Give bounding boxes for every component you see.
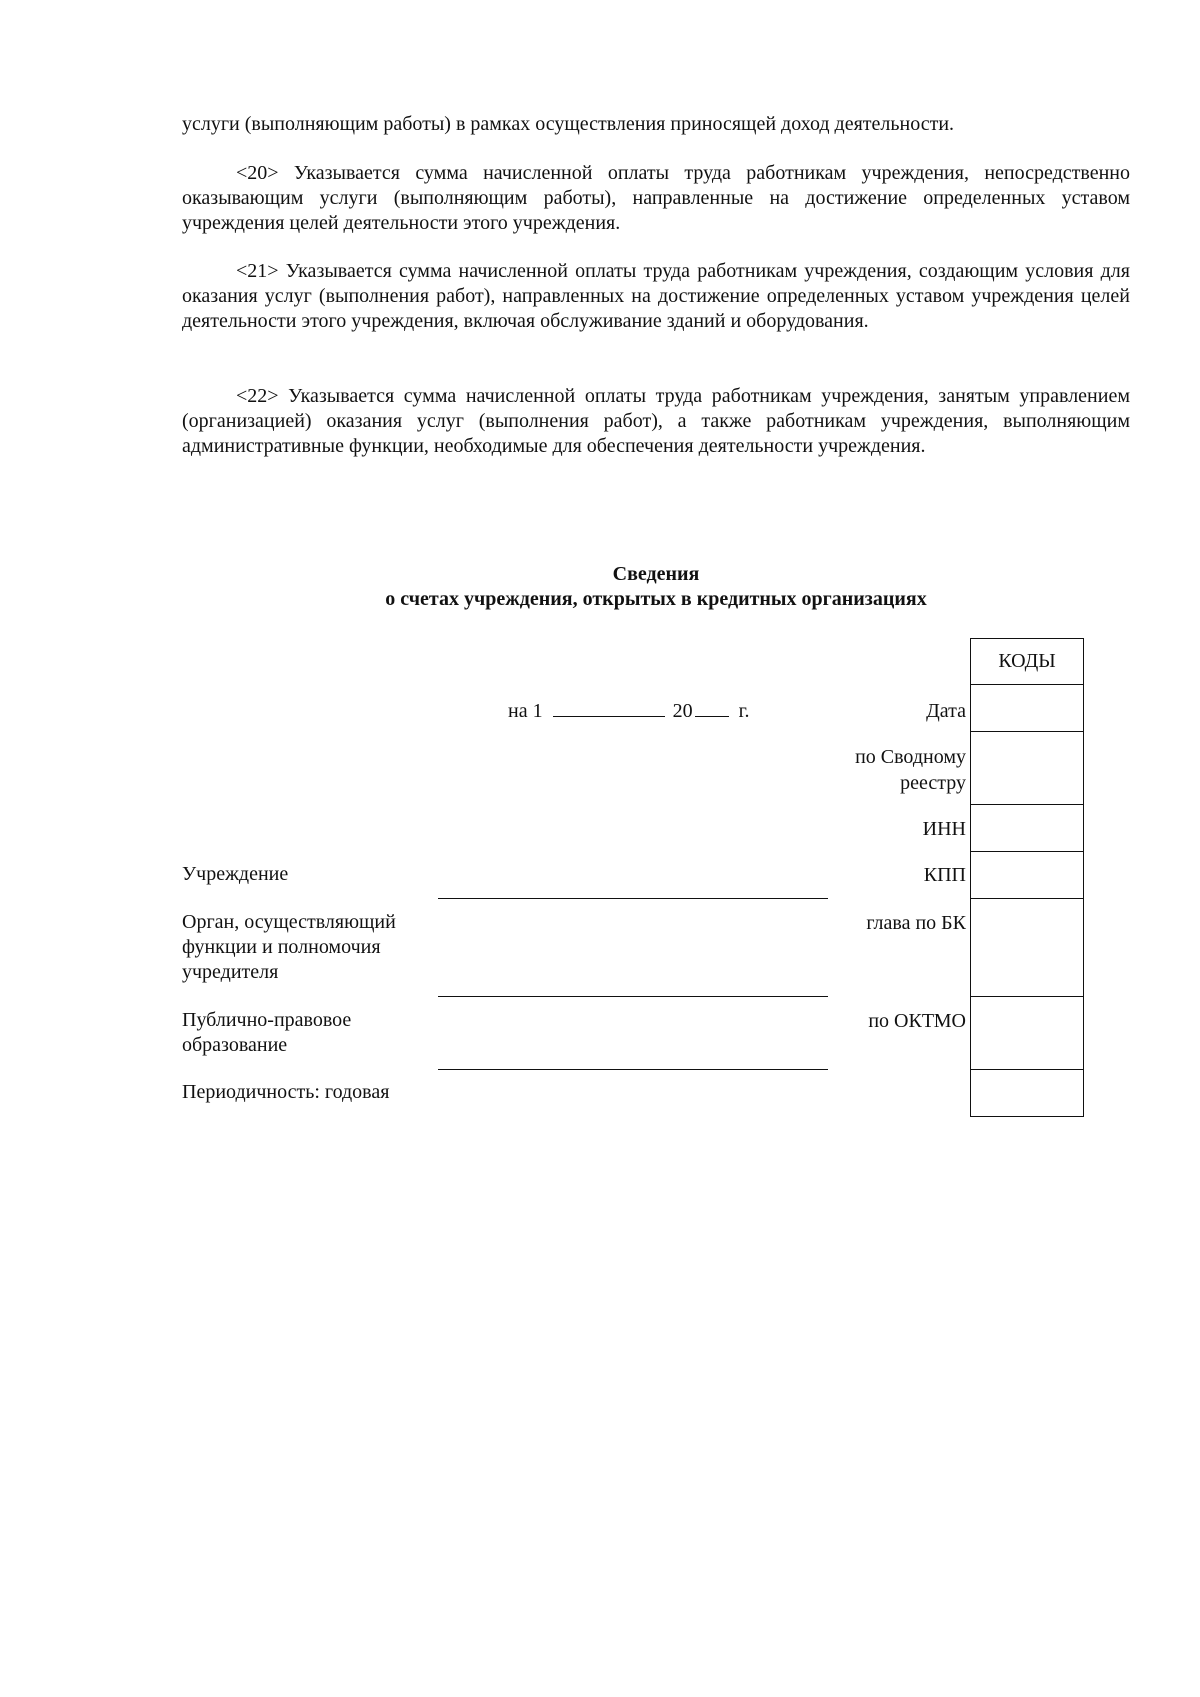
report-date-line xyxy=(508,698,750,724)
label-inn: ИНН xyxy=(922,818,966,840)
footnote-20: <20> Указывается сумма начисленной оплаты труда работникам учреждения, непосредственно оказывающим услуги (выполняющим работы), направленные на достижение определенных уставом учреждения целей деятельности этого учреждения. xyxy=(182,162,1130,234)
label-organ-line1: Орган, осуществляющий xyxy=(182,911,396,933)
codes-table xyxy=(970,638,1084,1117)
institution-fill-line[interactable] xyxy=(438,898,828,899)
code-cell-glava-bk[interactable] xyxy=(971,899,1084,997)
label-organ-line3: учредителя xyxy=(182,961,279,983)
founder-organ-fill-line[interactable] xyxy=(438,996,828,997)
date-month-blank[interactable] xyxy=(553,698,665,717)
code-cell-reestr[interactable] xyxy=(971,732,1084,805)
label-institution: Учреждение xyxy=(182,863,289,885)
label-ppo-line1: Публично-правовое xyxy=(182,1009,352,1031)
date-prefix: на 1 xyxy=(508,700,543,722)
code-cell-oktmo[interactable] xyxy=(971,997,1084,1070)
code-cell-date[interactable] xyxy=(971,685,1084,732)
label-reestr-line1: по Сводному xyxy=(855,746,966,768)
label-organ-line2: функции и полномочия xyxy=(182,936,381,958)
footnote-21: <21> Указывается сумма начисленной оплаты труда работникам учреждения, создающим условия для оказания услуг (выполнения работ), направленных на достижение определенных уставом учреждения целей деятельности этого учреждения, включая обслуживание зданий и оборудования. xyxy=(182,260,1130,332)
public-entity-fill-line[interactable] xyxy=(438,1069,828,1070)
date-year-prefix: 20 xyxy=(672,700,693,722)
form-subtitle: о счетах учреждения, открытых в кредитных организациях xyxy=(385,588,927,610)
label-svodny-reestr xyxy=(855,744,966,796)
label-date: Дата xyxy=(926,700,966,722)
codes-header: КОДЫ xyxy=(971,639,1084,685)
label-kpp: КПП xyxy=(923,864,966,886)
code-cell-periodicity[interactable] xyxy=(971,1070,1084,1117)
label-ppo-line2: образование xyxy=(182,1034,288,1056)
label-founder-organ xyxy=(182,910,396,985)
date-year-blank[interactable] xyxy=(695,698,729,717)
label-oktmo: по ОКТМО xyxy=(868,1010,966,1032)
code-cell-inn[interactable] xyxy=(971,805,1084,852)
code-cell-kpp[interactable] xyxy=(971,852,1084,899)
footnote-22: <22> Указывается сумма начисленной оплаты труда работникам учреждения, занятым управлением (организацией) оказания услуг (выполнения работ), а также работникам учреждения, выполняющим административные функции, необходимые для обеспечения деятельности учреждения. xyxy=(182,385,1130,457)
label-reestr-line2: реестру xyxy=(900,772,966,794)
label-glava-bk: глава по БК xyxy=(866,912,966,934)
label-periodicity: Периодичность: годовая xyxy=(182,1081,390,1103)
form-title: Сведения xyxy=(612,563,700,585)
label-public-entity xyxy=(182,1008,351,1058)
paragraph-continuation: услуги (выполняющим работы) в рамках осуществления приносящей доход деятельности. xyxy=(182,113,955,135)
date-suffix: г. xyxy=(738,700,750,722)
